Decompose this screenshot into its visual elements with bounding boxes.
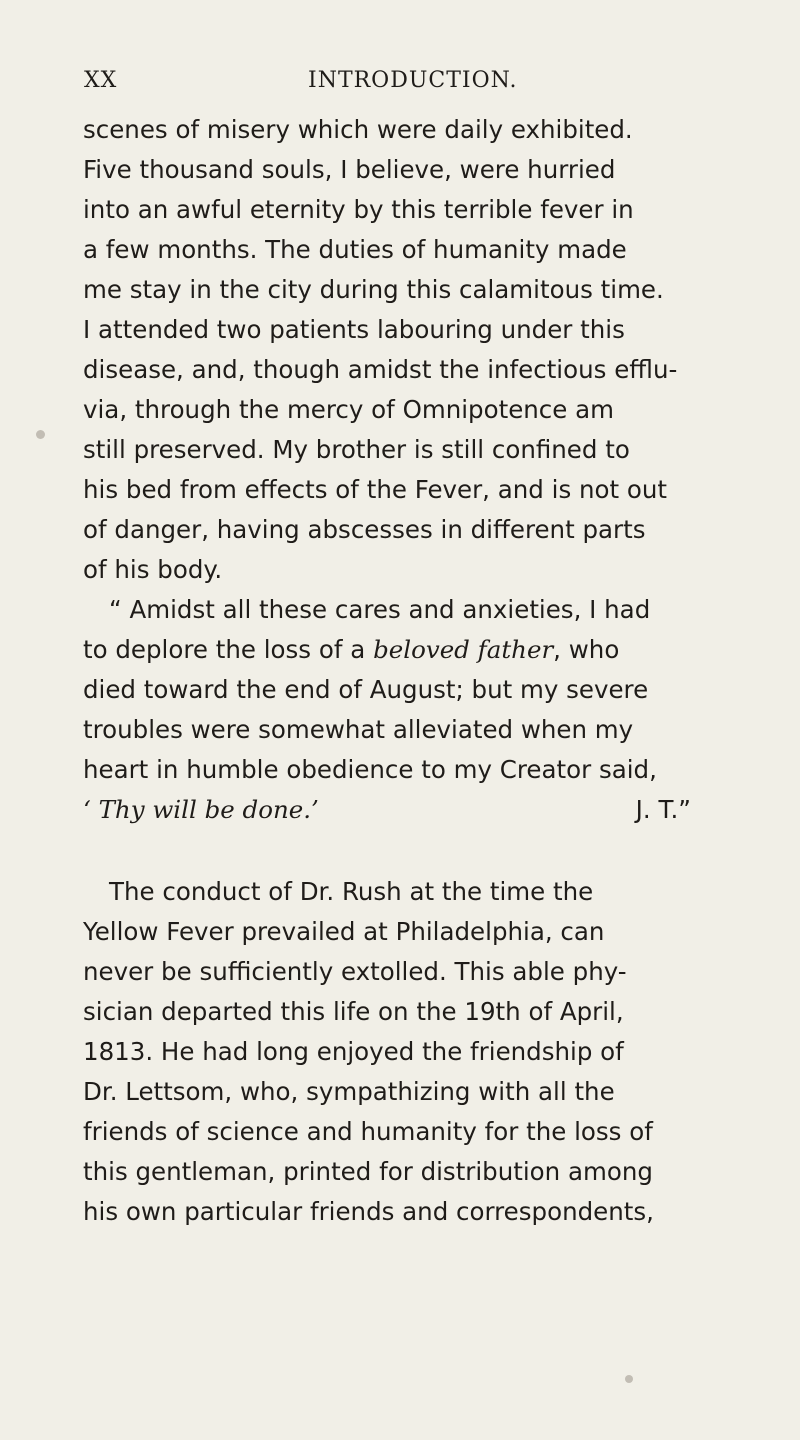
line-text-before: to deplore the loss of a <box>83 635 374 664</box>
signature: J. T.” <box>635 795 691 824</box>
text-line: Dr. Lettsom, who, sympathizing with all the <box>83 1077 615 1106</box>
text-line: me stay in the city during this calamitous time. <box>83 275 664 304</box>
body-text <box>83 110 743 1232</box>
text-line: sician departed this life on the 19th of April, <box>83 997 624 1026</box>
text-line: troubles were somewhat alleviated when my <box>83 715 634 744</box>
text-line-with-italic <box>83 630 743 670</box>
italic-phrase: beloved father <box>373 635 554 664</box>
page-number: XX <box>84 68 118 93</box>
text-line: of his body. <box>83 555 223 584</box>
text-line: still preserved. My brother is still confined to <box>83 435 630 464</box>
text-line: died toward the end of August; but my severe <box>83 675 649 704</box>
running-head <box>84 68 732 102</box>
closing-quote: ‘ Thy will be done.’ <box>83 795 319 824</box>
text-line: disease, and, though amidst the infectious efflu- <box>83 355 678 384</box>
text-line: Five thousand souls, I believe, were hurried <box>83 155 616 184</box>
text-line: his own particular friends and correspondents, <box>83 1197 654 1226</box>
paragraph-gap <box>83 830 743 872</box>
text-line: I attended two patients labouring under this <box>83 315 625 344</box>
text-line: scenes of misery which were daily exhibited. <box>83 115 633 144</box>
closing-line <box>83 790 743 830</box>
text-line: of danger, having abscesses in different parts <box>83 515 646 544</box>
text-line: a few months. The duties of humanity made <box>83 235 627 264</box>
text-line: heart in humble obedience to my Creator said, <box>83 755 657 784</box>
text-line: 1813. He had long enjoyed the friendship of <box>83 1037 624 1066</box>
text-line: via, through the mercy of Omnipotence am <box>83 395 615 424</box>
paragraph-start-line: The conduct of Dr. Rush at the time the <box>109 877 594 906</box>
paper-spot <box>625 1375 633 1383</box>
paragraph-start-line: “ Amidst all these cares and anxieties, I had <box>109 595 651 624</box>
line-text-after: , who <box>553 635 620 664</box>
text-line: into an awful eternity by this terrible fever in <box>83 195 634 224</box>
text-line: his bed from effects of the Fever, and is not out <box>83 475 668 504</box>
running-title: INTRODUCTION. <box>308 68 518 93</box>
text-line: Yellow Fever prevailed at Philadelphia, can <box>83 917 605 946</box>
paper-spot <box>36 430 45 439</box>
text-line: never be sufficiently extolled. This able phy- <box>83 957 627 986</box>
text-line: friends of science and humanity for the loss of <box>83 1117 653 1146</box>
text-line: this gentleman, printed for distribution among <box>83 1157 653 1186</box>
